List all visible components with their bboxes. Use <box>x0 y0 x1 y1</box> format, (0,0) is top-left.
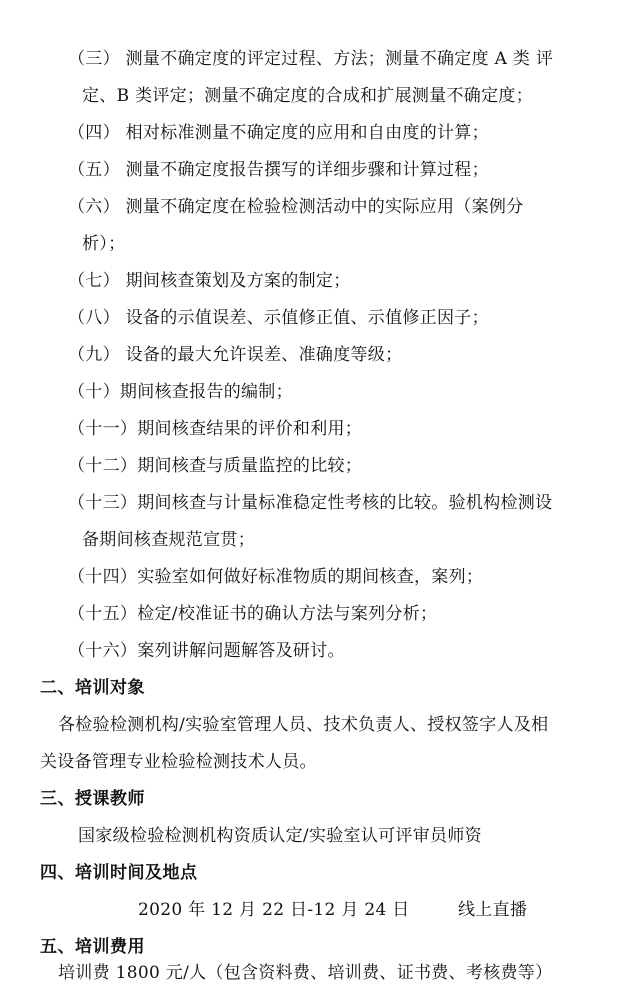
list-item-15: （十五）检定/校准证书的确认方法与案列分析； <box>68 604 438 624</box>
list-item-10: （十）期间核查报告的编制； <box>68 382 293 402</box>
list-item-14: （十四）实验室如何做好标准物质的期间核查，案列； <box>68 567 484 587</box>
list-item-3: （三） 测量不确定度的评定过程、方法；测量不确定度 A 类 评 <box>68 49 554 69</box>
list-item-8: （八） 设备的示值误差、示值修正值、示值修正因子； <box>68 308 489 328</box>
list-item-16: （十六）案列讲解问题解答及研讨。 <box>68 641 345 661</box>
trainees-text-line-1: 各检验检测机构/实验室管理人员、技术负责人、授权签字人及相 <box>58 715 549 735</box>
list-item-3-continued: 定、B 类评定；测量不确定度的合成和扩展测量不确定度； <box>82 86 533 106</box>
section-heading-teachers: 三、授课教师 <box>40 789 145 809</box>
teachers-text: 国家级检验检测机构资质认定/实验室认可评审员师资 <box>78 826 482 846</box>
list-item-7: （七） 期间核查策划及方案的制定； <box>68 271 351 291</box>
list-item-13: （十三）期间核查与计量标准稳定性考核的比较。验机构检测设 <box>68 493 553 513</box>
list-item-9: （九） 设备的最大允许误差、准确度等级； <box>68 345 403 365</box>
list-item-11: （十一）期间核查结果的评价和利用； <box>68 419 363 439</box>
section-heading-trainees: 二、培训对象 <box>40 678 145 698</box>
list-item-6-continued: 析）； <box>82 234 126 254</box>
trainees-text-line-2: 关设备管理专业检验检测技术人员。 <box>40 752 317 772</box>
list-item-13-continued: 备期间核查规范宣贯； <box>82 530 255 550</box>
list-item-6: （六） 测量不确定度在检验检测活动中的实际应用（案例分 <box>68 197 524 217</box>
list-item-12: （十二）期间核查与质量监控的比较； <box>68 456 363 476</box>
training-place: 线上直播 <box>458 900 528 920</box>
list-item-5: （五） 测量不确定度报告撰写的详细步骤和计算过程； <box>68 160 489 180</box>
fees-text: 培训费 1800 元/人（包含资料费、培训费、证书费、考核费等） <box>58 963 553 983</box>
list-item-4: （四） 相对标准测量不确定度的应用和自由度的计算； <box>68 123 489 143</box>
section-heading-fees: 五、培训费用 <box>40 937 145 957</box>
section-heading-time-place: 四、培训时间及地点 <box>40 863 198 883</box>
training-date: 2020 年 12 月 22 日-12 月 24 日 <box>138 900 410 920</box>
